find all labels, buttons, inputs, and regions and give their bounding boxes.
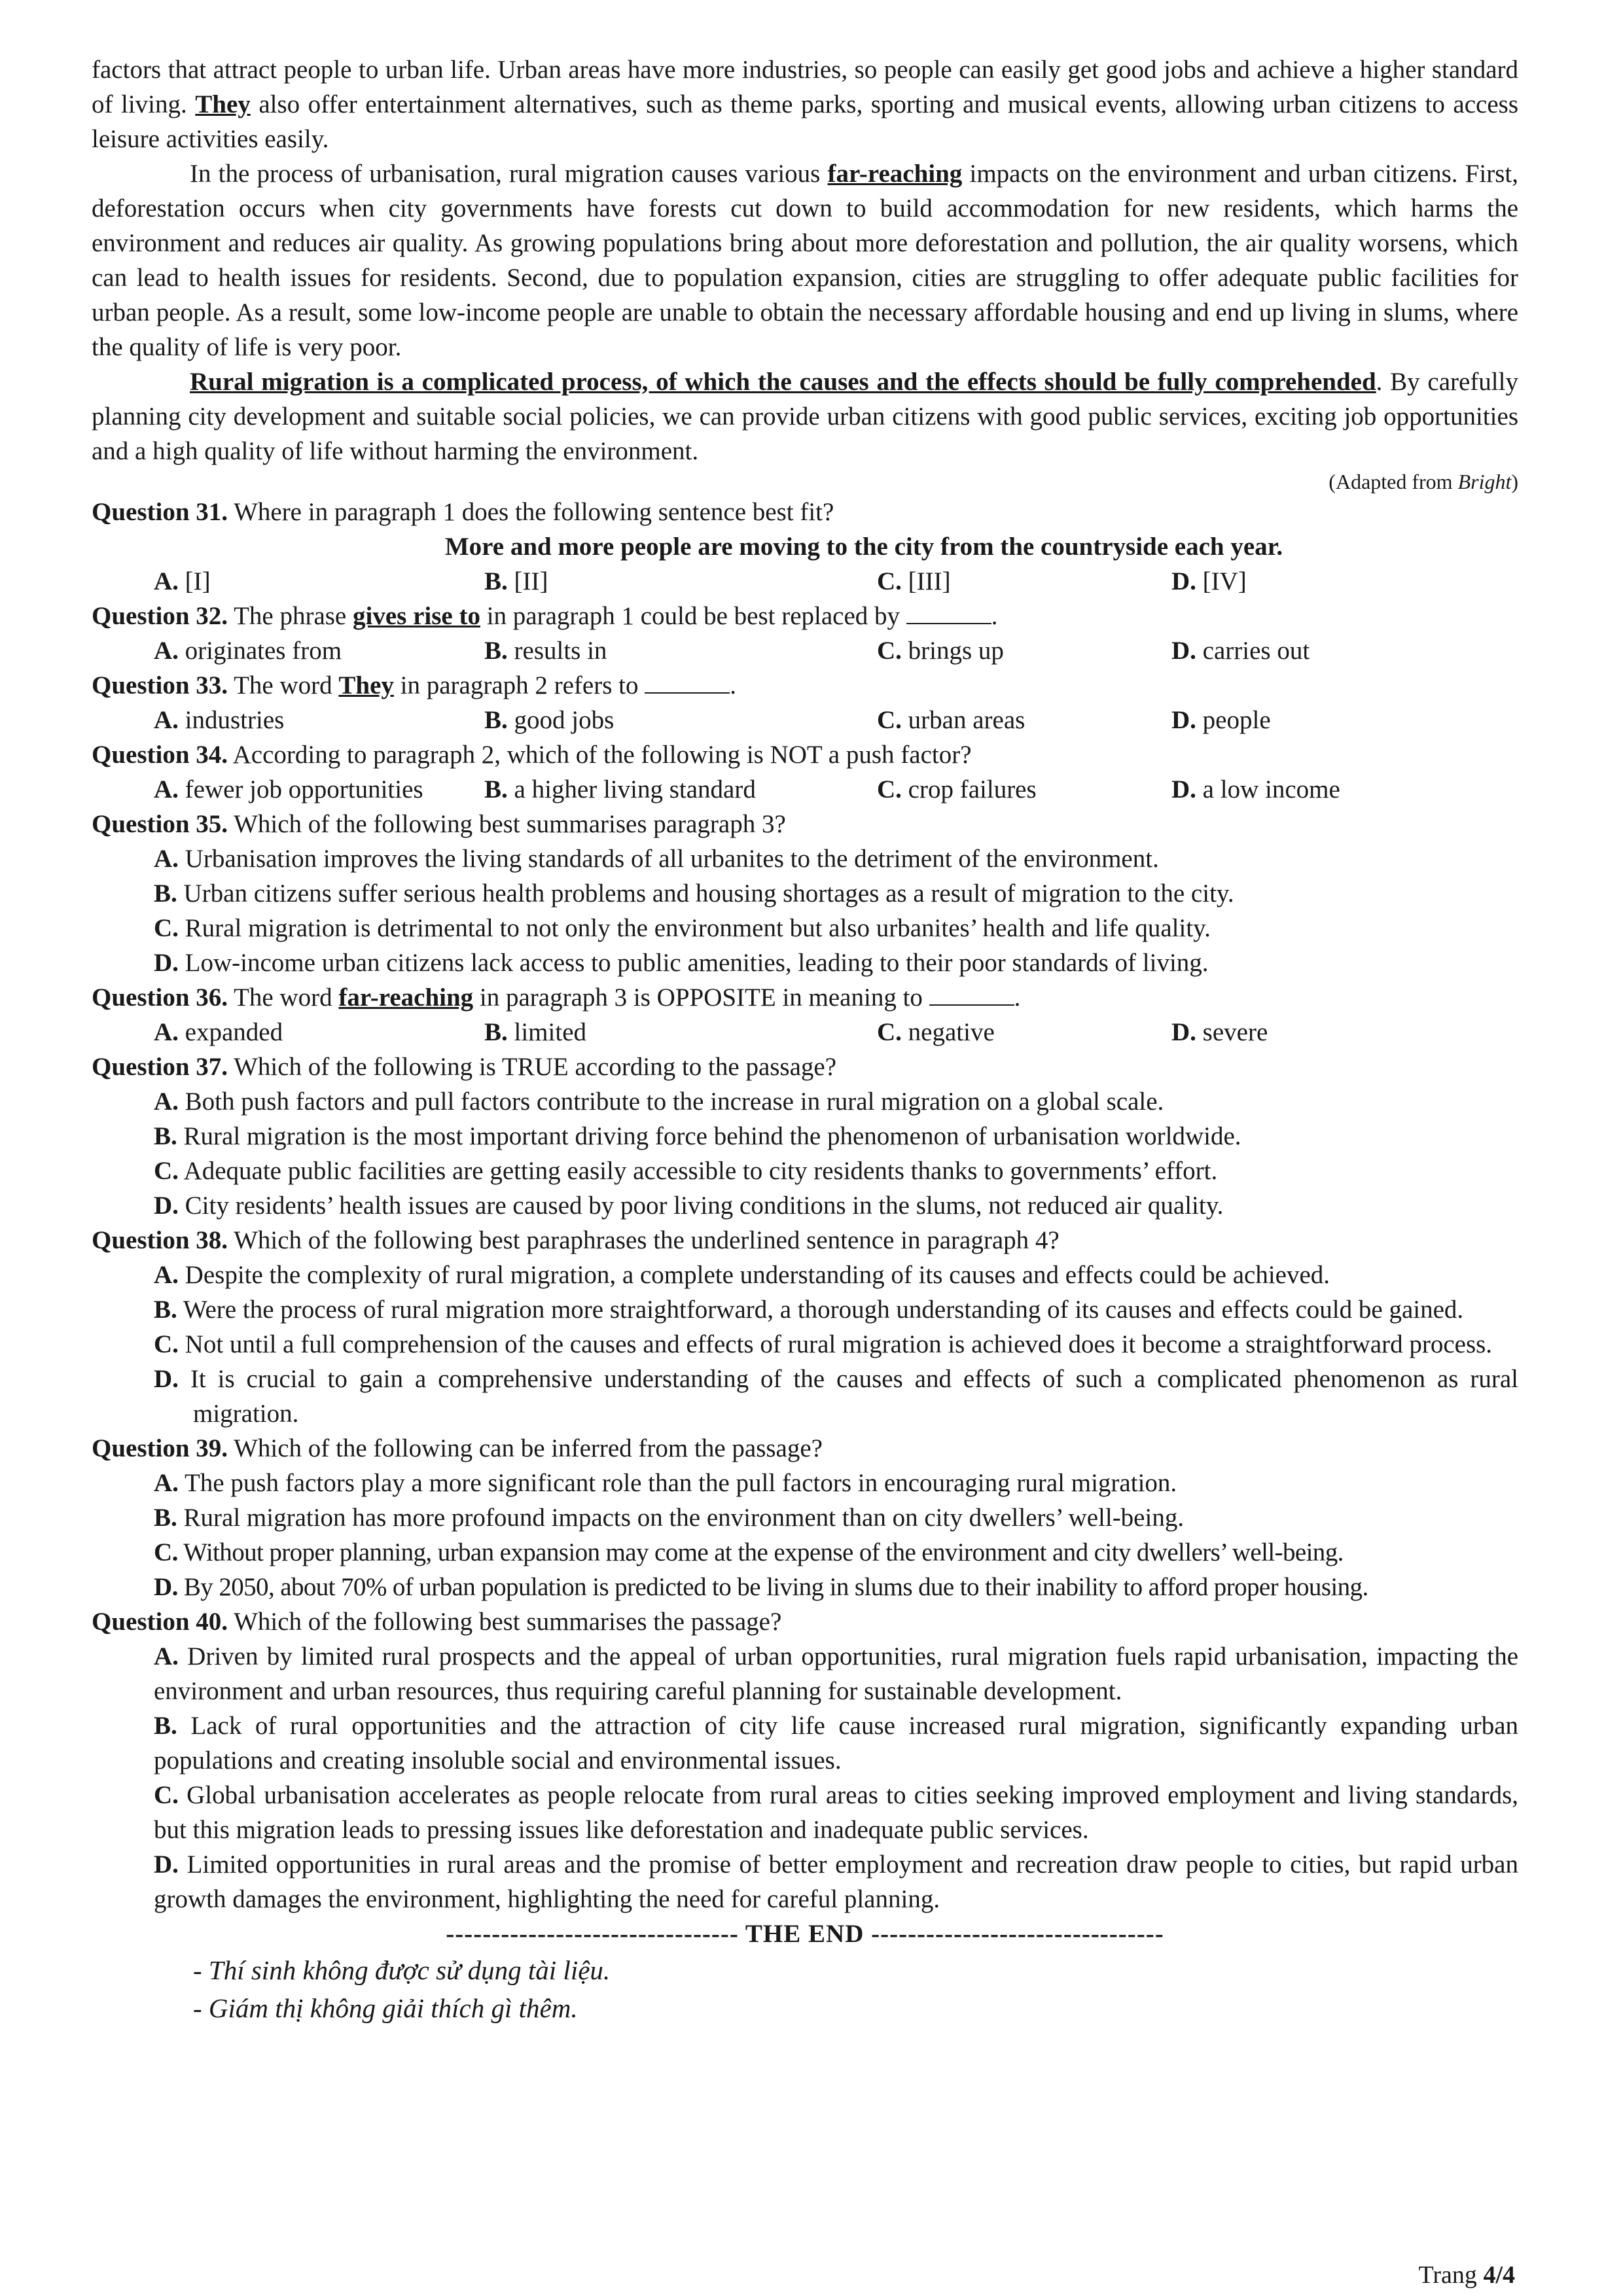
option-text: Despite the complexity of rural migration, a complete understanding of its causes and effects could be achieved. bbox=[185, 1261, 1330, 1289]
option-text: Adequate public facilities are getting easily accessible to city residents thanks to governments’ effort. bbox=[183, 1157, 1218, 1185]
passage-paragraph-2 bbox=[92, 52, 1518, 156]
option-b[interactable] bbox=[484, 703, 877, 737]
passage-paragraph-4 bbox=[92, 364, 1518, 468]
option-a[interactable] bbox=[154, 564, 484, 599]
option-a[interactable] bbox=[154, 772, 484, 807]
option-text: Both push factors and pull factors contribute to the increase in rural migration on a global scale. bbox=[185, 1087, 1164, 1116]
option-text: It is crucial to gain a comprehensive understanding of the causes and effects of such a complicated phenomenon as rural migration. bbox=[190, 1365, 1519, 1428]
question-label: Question 38. bbox=[92, 1226, 228, 1254]
options bbox=[154, 703, 1518, 737]
option-text: a low income bbox=[1202, 775, 1340, 804]
option-letter: A. bbox=[154, 775, 179, 804]
option-b[interactable] bbox=[484, 633, 877, 668]
underlined-word: far-reaching bbox=[338, 983, 474, 1012]
option-text: Rural migration is the most important driving force behind the phenomenon of urbanisation worldwide. bbox=[183, 1122, 1241, 1150]
option-text: negative bbox=[908, 1018, 995, 1046]
source-citation bbox=[92, 468, 1518, 495]
option-letter: C. bbox=[877, 775, 902, 804]
option-c[interactable] bbox=[877, 703, 1171, 737]
option-letter: D. bbox=[1171, 1018, 1196, 1046]
option-text: brings up bbox=[908, 637, 1004, 665]
option-text: originates from bbox=[185, 637, 342, 665]
question-text: in paragraph 2 refers to bbox=[400, 671, 639, 699]
question-end: . bbox=[991, 602, 998, 630]
option-letter: B. bbox=[484, 706, 508, 734]
passage-text: In the process of urbanisation, rural migration causes various bbox=[190, 160, 821, 188]
option-text: industries bbox=[185, 706, 285, 734]
question-label: Question 40. bbox=[92, 1608, 228, 1636]
underlined-word-far-reaching: far-reaching bbox=[827, 160, 963, 188]
answer-blank bbox=[929, 985, 1014, 1006]
option-d[interactable] bbox=[1171, 564, 1499, 599]
option-letter: D. bbox=[154, 1573, 178, 1601]
option-letter: C. bbox=[154, 1157, 179, 1185]
question-text: The word bbox=[234, 671, 332, 699]
passage-text: also offer entertainment alternatives, such as theme parks, sporting and musical events, allowing urban citizens to access leisure activities easily. bbox=[92, 90, 1518, 153]
question-35 bbox=[92, 807, 1518, 980]
option-d[interactable] bbox=[154, 1362, 1518, 1431]
option-letter: A. bbox=[154, 1087, 179, 1116]
question-36 bbox=[92, 980, 1518, 1050]
options bbox=[154, 1466, 1518, 1604]
option-letter: A. bbox=[154, 637, 179, 665]
question-31 bbox=[92, 495, 1518, 599]
options bbox=[154, 772, 1518, 807]
option-text: Global urbanisation accelerates as people relocate from rural areas to cities seeking improved employment and living standards, but this migration leads to pressing issues like deforestation and inadequate public services. bbox=[154, 1781, 1519, 1844]
option-letter: A. bbox=[154, 706, 179, 734]
question-label: Question 34. bbox=[92, 741, 228, 769]
option-text: [I] bbox=[185, 567, 211, 595]
question-text: Where in paragraph 1 does the following sentence best fit? bbox=[234, 498, 834, 526]
question-40 bbox=[92, 1604, 1518, 1916]
option-letter: C. bbox=[877, 1018, 902, 1046]
option-text: Urbanisation improves the living standards of all urbanites to the detriment of the environment. bbox=[185, 845, 1159, 873]
option-letter: D. bbox=[1171, 567, 1196, 595]
option-letter: C. bbox=[877, 567, 902, 595]
question-text: in paragraph 1 could be best replaced by bbox=[486, 602, 901, 630]
option-c[interactable] bbox=[877, 564, 1171, 599]
option-letter: D. bbox=[1171, 775, 1196, 804]
source-suffix: ) bbox=[1511, 470, 1518, 493]
options bbox=[154, 1015, 1518, 1050]
question-label: Question 36. bbox=[92, 983, 228, 1012]
underlined-phrase: gives rise to bbox=[353, 602, 480, 630]
option-letter: B. bbox=[154, 1122, 177, 1150]
options bbox=[154, 1084, 1518, 1223]
option-text: [III] bbox=[908, 567, 951, 595]
option-text: fewer job opportunities bbox=[185, 775, 423, 804]
question-label: Question 31. bbox=[92, 498, 228, 526]
option-text: Lack of rural opportunities and the attraction of city life cause increased rural migration, significantly expanding urban populations and creating insoluble social and environmental issues. bbox=[154, 1712, 1519, 1775]
option-text: people bbox=[1202, 706, 1271, 734]
question-label: Question 37. bbox=[92, 1053, 228, 1081]
question-text: Which of the following best paraphrases the underlined sentence in paragraph 4? bbox=[234, 1226, 1060, 1254]
option-a[interactable] bbox=[154, 1084, 1518, 1119]
question-label: Question 39. bbox=[92, 1434, 228, 1462]
option-text: Without proper planning, urban expansion may come at the expense of the environment and city dwellers’ well-being. bbox=[183, 1538, 1344, 1566]
page-content bbox=[92, 52, 1518, 2027]
option-text: Were the process of rural migration more straightforward, a thorough understanding of its causes and effects could be gained. bbox=[183, 1296, 1464, 1324]
option-letter: B. bbox=[484, 567, 508, 595]
option-letter: B. bbox=[154, 1296, 177, 1324]
option-text: Rural migration has more profound impacts on the environment than on city dwellers’ well-being. bbox=[183, 1504, 1185, 1532]
option-text: By 2050, about 70% of urban population is predicted to be living in slums due to their inability to afford proper housing. bbox=[183, 1573, 1368, 1601]
option-text: [IV] bbox=[1202, 567, 1247, 595]
option-letter: C. bbox=[877, 637, 902, 665]
option-d[interactable] bbox=[1171, 703, 1499, 737]
options bbox=[154, 1639, 1518, 1916]
option-text: Urban citizens suffer serious health problems and housing shortages as a result of migration to the city. bbox=[183, 879, 1234, 908]
option-c[interactable] bbox=[877, 1015, 1171, 1050]
option-c[interactable] bbox=[154, 1154, 1518, 1188]
option-text: crop failures bbox=[908, 775, 1037, 804]
option-a[interactable] bbox=[154, 841, 1518, 876]
option-d[interactable] bbox=[154, 1847, 1518, 1916]
option-c[interactable] bbox=[877, 772, 1171, 807]
passage-text: impacts on the environment and urban citizens. First, deforestation occurs when city governments have forests cut down to build accommodation for new residents, which harms the environment and reduces air quality. As growing populations bring about more deforestation and pollution, the air quality worsens, which can lead to health issues for residents. Second, due to population expansion, cities are struggling to offer adequate public facilities for urban people. As a result, some low-income people are unable to obtain the necessary affordable housing and end up living in slums, where the quality of life is very poor. bbox=[92, 160, 1518, 361]
option-text: urban areas bbox=[908, 706, 1026, 734]
option-d[interactable] bbox=[154, 945, 1518, 980]
option-text: carries out bbox=[1202, 637, 1310, 665]
option-b[interactable] bbox=[484, 1015, 877, 1050]
option-d[interactable] bbox=[1171, 1015, 1499, 1050]
option-letter: A. bbox=[154, 1018, 179, 1046]
question-sentence: More and more people are moving to the city from the countryside each year. bbox=[444, 533, 1283, 561]
option-letter: A. bbox=[154, 1469, 179, 1497]
option-d[interactable] bbox=[154, 1188, 1518, 1223]
question-33 bbox=[92, 668, 1518, 737]
question-label: Question 33. bbox=[92, 671, 228, 699]
option-text: Driven by limited rural prospects and the appeal of urban opportunities, rural migration fuels rapid urbanisation, impacting the environment and urban resources, thus requiring careful planning for sustainable development. bbox=[154, 1642, 1519, 1705]
options bbox=[154, 564, 1518, 599]
option-text: limited bbox=[514, 1018, 587, 1046]
option-b[interactable] bbox=[154, 1500, 1518, 1535]
option-letter: C. bbox=[154, 1538, 178, 1566]
option-a[interactable] bbox=[154, 1015, 484, 1050]
option-letter: C. bbox=[877, 706, 902, 734]
option-letter: D. bbox=[1171, 637, 1196, 665]
option-letter: C. bbox=[154, 1781, 179, 1809]
option-letter: C. bbox=[154, 914, 179, 942]
question-text: Which of the following can be inferred from the passage? bbox=[234, 1434, 823, 1462]
option-letter: D. bbox=[154, 1365, 179, 1393]
underlined-sentence: Rural migration is a complicated process, of which the causes and the effects should be fully comprehended bbox=[190, 368, 1376, 396]
answer-blank bbox=[906, 603, 991, 624]
option-d[interactable] bbox=[154, 1570, 1518, 1604]
option-letter: B. bbox=[484, 1018, 508, 1046]
option-d[interactable] bbox=[1171, 772, 1499, 807]
option-text: The push factors play a more significant role than the pull factors in encouraging rural migration. bbox=[184, 1469, 1177, 1497]
option-text: Low-income urban citizens lack access to public amenities, leading to their poor standards of living. bbox=[185, 949, 1209, 977]
question-38 bbox=[92, 1223, 1518, 1431]
option-text: expanded bbox=[185, 1018, 283, 1046]
option-b[interactable] bbox=[484, 772, 877, 807]
option-a[interactable] bbox=[154, 1639, 1518, 1708]
option-letter: B. bbox=[484, 637, 508, 665]
option-b[interactable] bbox=[154, 1119, 1518, 1154]
option-text: a higher living standard bbox=[514, 775, 756, 804]
option-text: good jobs bbox=[514, 706, 615, 734]
option-letter: B. bbox=[484, 775, 508, 804]
question-text: The phrase bbox=[234, 602, 347, 630]
option-a[interactable] bbox=[154, 1466, 1518, 1500]
question-34 bbox=[92, 737, 1518, 807]
passage-text: . By carefully planning city development and suitable social policies, we can provide urban citizens with good public services, exciting job opportunities and a high quality of life without harming the environment. bbox=[92, 368, 1518, 465]
option-text: severe bbox=[1202, 1018, 1268, 1046]
option-c[interactable] bbox=[154, 1327, 1518, 1362]
options bbox=[154, 841, 1518, 980]
answer-blank bbox=[645, 673, 730, 694]
question-32 bbox=[92, 599, 1518, 668]
option-letter: D. bbox=[154, 949, 179, 977]
page-number: 4/4 bbox=[1483, 2261, 1515, 2289]
option-b[interactable] bbox=[484, 564, 877, 599]
option-text: City residents’ health issues are caused by poor living conditions in the slums, not reduced air quality. bbox=[185, 1192, 1224, 1220]
question-39 bbox=[92, 1431, 1518, 1604]
option-d[interactable] bbox=[1171, 633, 1499, 668]
option-text: Not until a full comprehension of the causes and effects of rural migration is achieved does it become a straightforward process. bbox=[185, 1330, 1493, 1358]
option-letter: A. bbox=[154, 1261, 179, 1289]
option-c[interactable] bbox=[877, 633, 1171, 668]
option-b[interactable] bbox=[154, 1708, 1518, 1778]
option-letter: B. bbox=[154, 1504, 177, 1532]
option-b[interactable] bbox=[154, 1292, 1518, 1327]
option-letter: A. bbox=[154, 1642, 179, 1670]
options bbox=[154, 1258, 1518, 1431]
option-letter: A. bbox=[154, 845, 179, 873]
option-text: Limited opportunities in rural areas and the promise of better employment and recreation draw people to cities, but rapid urban growth damages the environment, highlighting the need for careful planning. bbox=[154, 1850, 1518, 1913]
option-text: Rural migration is detrimental to not only the environment but also urbanites’ health and life quality. bbox=[185, 914, 1211, 942]
option-c[interactable] bbox=[154, 1535, 1518, 1570]
question-label: Question 32. bbox=[92, 602, 228, 630]
options bbox=[154, 633, 1518, 668]
option-letter: C. bbox=[154, 1330, 179, 1358]
option-a[interactable] bbox=[154, 703, 484, 737]
passage-paragraph-3 bbox=[92, 156, 1518, 364]
page-footer bbox=[1419, 2261, 1515, 2289]
source-book: Bright bbox=[1457, 470, 1512, 493]
question-37 bbox=[92, 1050, 1518, 1223]
exam-note: - Giám thị không giải thích gì thêm. bbox=[193, 1993, 578, 2023]
option-b[interactable] bbox=[154, 876, 1518, 911]
option-letter: B. bbox=[154, 879, 177, 908]
option-text: [II] bbox=[514, 567, 548, 595]
question-text: According to paragraph 2, which of the following is NOT a push factor? bbox=[232, 741, 972, 769]
option-letter: D. bbox=[1171, 706, 1196, 734]
underlined-word-they: They bbox=[195, 90, 251, 118]
option-a[interactable] bbox=[154, 1258, 1518, 1292]
option-c[interactable] bbox=[154, 911, 1518, 945]
question-text: Which of the following best summarises the passage? bbox=[234, 1608, 782, 1636]
exam-note: - Thí sinh không được sử dụng tài liệu. bbox=[193, 1955, 611, 1985]
option-a[interactable] bbox=[154, 633, 484, 668]
question-text: in paragraph 3 is OPPOSITE in meaning to bbox=[479, 983, 923, 1012]
question-end: . bbox=[1014, 983, 1021, 1012]
option-letter: D. bbox=[154, 1192, 179, 1220]
question-text: Which of the following is TRUE according to the passage? bbox=[234, 1053, 837, 1081]
question-label: Question 35. bbox=[92, 810, 228, 838]
source-prefix: (Adapted from bbox=[1329, 470, 1453, 493]
underlined-word: They bbox=[338, 671, 394, 699]
option-text: results in bbox=[514, 637, 607, 665]
option-c[interactable] bbox=[154, 1778, 1518, 1847]
the-end-marker: -------------------------------- THE END -------------------------------- bbox=[446, 1920, 1164, 1948]
option-letter: A. bbox=[154, 567, 179, 595]
option-letter: D. bbox=[154, 1850, 179, 1879]
option-letter: B. bbox=[154, 1712, 177, 1740]
passage-text: factors that attract people to urban life. Urban areas have more industries, so people can easily get good jobs and achieve a higher standard of living. bbox=[92, 56, 1518, 118]
page-label: Trang bbox=[1418, 2261, 1477, 2289]
question-text: Which of the following best summarises paragraph 3? bbox=[234, 810, 786, 838]
question-end: . bbox=[730, 671, 736, 699]
question-text: The word bbox=[234, 983, 332, 1012]
